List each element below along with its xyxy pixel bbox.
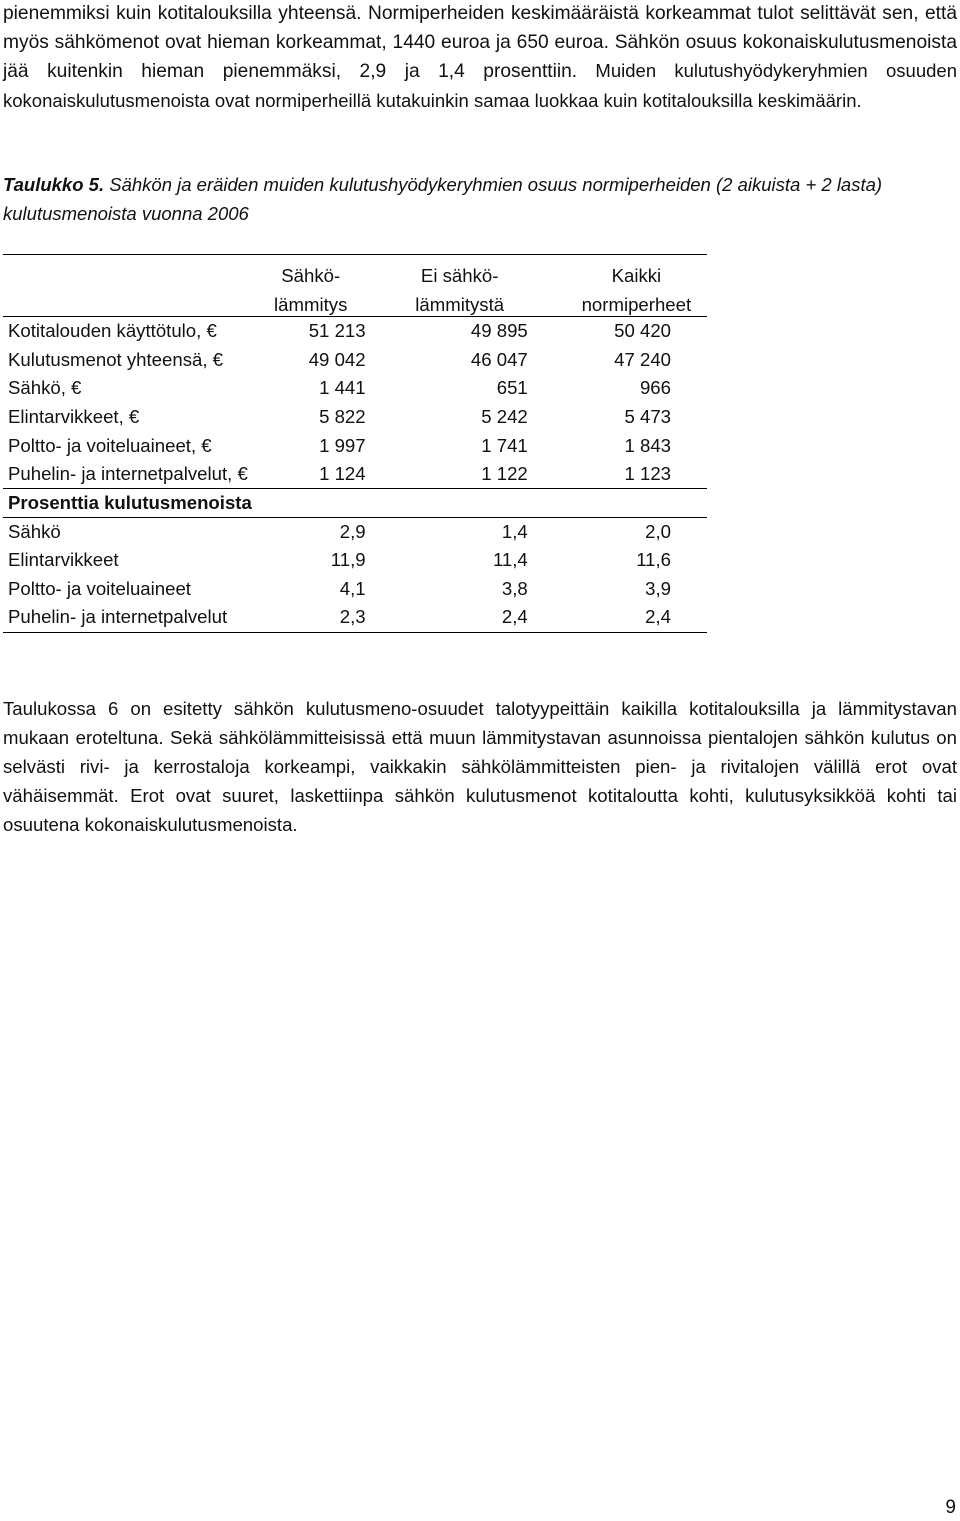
table-row (3, 575, 707, 604)
cell-kaikki: 50 420 (614, 320, 671, 342)
header-empty (3, 255, 248, 287)
cell-kaikki: 3,9 (645, 578, 671, 600)
header-col2-line1: Ei sähkö- (374, 255, 566, 287)
cell-sahkolammitys: 1 997 (319, 434, 366, 456)
table-row (3, 317, 707, 346)
table-section-row (3, 489, 707, 518)
cell-sahkolammitys: 1 124 (319, 463, 366, 485)
intro-paragraph (3, 0, 957, 116)
cell-sahkolammitys: 51 213 (308, 320, 366, 342)
cell-kaikki: 2,4 (566, 603, 707, 632)
table-row (3, 345, 707, 374)
cell-kaikki: 1 843 (624, 434, 671, 456)
table-header-row-2 (3, 287, 707, 317)
row-label: Puhelin- ja internetpalvelut (3, 603, 248, 632)
table-5 (3, 254, 707, 633)
cell-kaikki: 5 473 (624, 405, 671, 427)
cell-ei-sahkolammitysta: 1,4 (501, 520, 528, 542)
row-label: Puhelin- ja internetpalvelut, € (8, 463, 248, 485)
cell-ei-sahkolammitysta: 5 242 (481, 405, 528, 427)
cell-kaikki: 47 240 (614, 348, 671, 370)
table-row (3, 517, 707, 546)
cell-ei-sahkolammitysta: 1 122 (481, 463, 528, 485)
header-col1-line1: Sähkö- (248, 255, 374, 287)
header-col3-line2: normiperheet (566, 287, 707, 317)
cell-ei-sahkolammitysta: 49 895 (470, 320, 528, 342)
page-number: 9 (945, 1497, 956, 1518)
outro-paragraph: Taulukossa 6 on esitetty sähkön kulutusmeno-osuudet talotyypeittäin kaikilla kotitalouksilla ja lämmitystavan mukaan eroteltuna. Sekä sähkölämmitteisissä että muun lämmitystavan asunnoissa pientalojen sähkön kulutus on selvästi rivi- ja kerrostaloja korkeampi, vaikkakin sähkölämmitteisten pien- ja rivitalojen välillä erot ovat vähäisemmät. Erot ovat suuret, laskettiinpa sähkön kulutusmenot kotitaloutta kohti, kulutusyksikköä kohti tai osuutena kokonaiskulutusmenoista. (3, 698, 957, 835)
table-row (3, 460, 707, 489)
table-row (3, 546, 707, 575)
header-col1-line2: lämmitys (248, 287, 374, 317)
row-label: Elintarvikkeet, € (8, 405, 140, 427)
cell-ei-sahkolammitysta: 3,8 (501, 578, 528, 600)
row-label: Poltto- ja voiteluaineet, € (8, 434, 212, 456)
table-caption-text: Sähkön ja eräiden muiden kulutushyödykeryhmien osuus normiperheiden (2 aikuista + 2 lasta) kulutusmenoista vuonna 2006 (3, 174, 883, 224)
cell-kaikki: 966 (639, 377, 671, 399)
intro-text-part1: pienemmiksi kuin kotitalouksilla yhteensä. Normiperheiden keskimääräistä korkeammat tulot selittävät sen, että myös sähkömenot ovat hieman korkeammat, 1440 euroa ja 650 euroa. Sähkön osuus kokonaiskulutusmenoista jää kuitenkin hieman pienemmäksi, 2,9 ja 1,4 prosenttiin. (3, 3, 957, 82)
cell-ei-sahkolammitysta: 11,4 (492, 549, 528, 571)
cell-ei-sahkolammitysta: 651 (496, 377, 528, 399)
table-header-row-1 (3, 255, 707, 287)
cell-kaikki: 1 123 (624, 463, 671, 485)
row-label: Poltto- ja voiteluaineet (8, 578, 191, 600)
cell-kaikki: 11,6 (636, 549, 671, 571)
table-row (3, 603, 707, 632)
table-caption (3, 170, 957, 228)
cell-ei-sahkolammitysta: 46 047 (470, 348, 528, 370)
cell-sahkolammitys: 2,3 (248, 603, 374, 632)
cell-ei-sahkolammitysta: 2,4 (374, 603, 566, 632)
cell-ei-sahkolammitysta: 1 741 (481, 434, 528, 456)
table-row (3, 403, 707, 432)
row-label: Sähkö (8, 520, 61, 542)
table-row (3, 374, 707, 403)
row-label: Kotitalouden käyttötulo, € (8, 320, 217, 342)
row-label: Kulutusmenot yhteensä, € (8, 348, 223, 370)
header-empty (3, 287, 248, 317)
table-label: Taulukko 5. (3, 174, 105, 195)
cell-kaikki: 2,0 (645, 520, 671, 542)
cell-sahkolammitys: 49 042 (308, 348, 366, 370)
section-label: Prosenttia kulutusmenoista (3, 489, 707, 518)
header-col3-line1: Kaikki (566, 255, 707, 287)
row-label: Elintarvikkeet (8, 549, 119, 571)
header-col2-line2: lämmitystä (374, 287, 566, 317)
row-label: Sähkö, € (8, 377, 82, 399)
cell-sahkolammitys: 5 822 (319, 405, 366, 427)
intro-text-part2: Muiden kulutushyödykeryhmien osuuden kokonaiskulutusmenoista ovat normiperheillä kutakuinkin samaa luokkaa kuin kotitalouksilla keskimäärin. (3, 60, 957, 111)
table-row (3, 431, 707, 460)
cell-sahkolammitys: 4,1 (339, 578, 366, 600)
cell-sahkolammitys: 11,9 (330, 549, 366, 571)
cell-sahkolammitys: 2,9 (339, 520, 366, 542)
cell-sahkolammitys: 1 441 (319, 377, 366, 399)
